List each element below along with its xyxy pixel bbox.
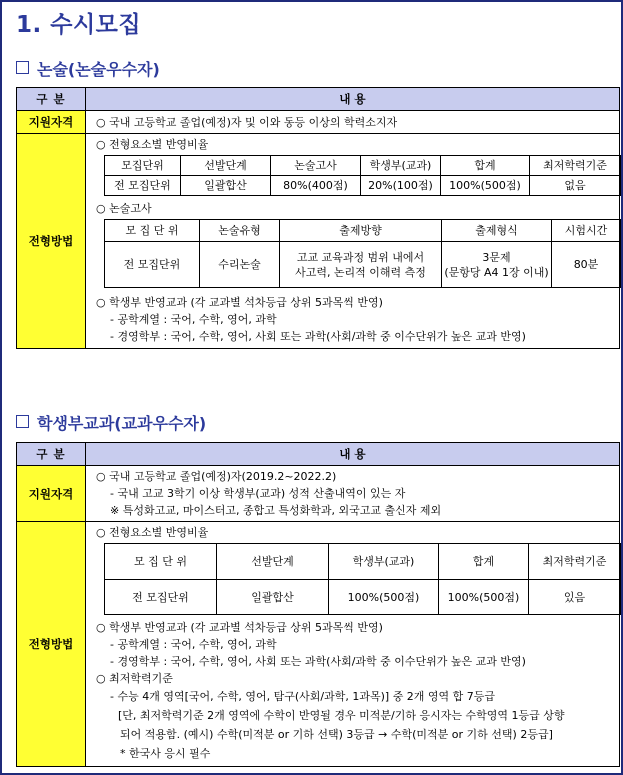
- section2-ratio-table: [104, 543, 621, 615]
- section2-min-title: ○ 최저학력기준: [96, 672, 173, 685]
- ratio2-cell-stage: 일괄합산: [217, 580, 329, 615]
- ratio-header-minimum: 최저학력기준: [530, 156, 621, 176]
- essay-format-line2: (문항당 A4 1장 이내): [444, 265, 549, 279]
- section1-essay-title: ○ 논술고사: [96, 202, 152, 215]
- essay-header-time: 시험시간: [552, 220, 621, 242]
- essay-cell-type: 수리논술: [200, 242, 280, 288]
- ratio2-cell-record: 100%(500점): [329, 580, 439, 615]
- section1-record-biz: - 경영학부 : 국어, 수학, 영어, 사회 또는 과학(사회/과학 중 이수단위가 높은 교과 반영): [110, 330, 526, 343]
- section1-record-title: ○ 학생부 반영교과 (각 교과별 석차등급 상위 5과목씩 반영): [96, 296, 383, 309]
- section1-record-eng: - 공학계열 : 국어, 수학, 영어, 과학: [110, 313, 277, 326]
- section1-header-content: 내 용: [86, 88, 620, 111]
- section2-record-eng: - 공학계열 : 국어, 수학, 영어, 과학: [110, 638, 277, 651]
- section2-record-title: ○ 학생부 반영교과 (각 교과별 석차등급 상위 5과목씩 반영): [96, 621, 383, 634]
- section1-ratio-title: ○ 전형요소별 반영비율: [96, 138, 209, 151]
- section1-table: [16, 87, 620, 349]
- ratio2-cell-unit: 전 모집단위: [105, 580, 217, 615]
- ratio2-header-record: 학생부(교과): [329, 544, 439, 580]
- ratio-header-essay: 논술고사: [271, 156, 361, 176]
- section2-ratio-title: ○ 전형요소별 반영비율: [96, 526, 209, 539]
- ratio-cell-stage: 일괄합산: [181, 176, 271, 196]
- section2-record-biz: - 경영학부 : 국어, 수학, 영어, 사회 또는 과학(사회/과학 중 이수단위가 높은 교과 반영): [110, 655, 526, 668]
- section2-eligibility-line1: ○ 국내 고등학교 졸업(예정)자(2019.2~2022.2): [96, 470, 337, 483]
- ratio2-cell-total: 100%(500점): [439, 580, 529, 615]
- section2-table: [16, 442, 620, 767]
- section2-selection-label: 전형방법: [17, 522, 86, 767]
- essay-cell-unit: 전 모집단위: [105, 242, 200, 288]
- ratio-cell-total: 100%(500점): [441, 176, 530, 196]
- ratio-cell-record: 20%(100점): [361, 176, 441, 196]
- ratio2-cell-minimum: 있음: [529, 580, 621, 615]
- section2-eligibility-cell: [86, 466, 620, 522]
- section1-ratio-table: [104, 155, 621, 196]
- section2-eligibility-label: 지원자격: [17, 466, 86, 522]
- essay-header-type: 논술유형: [200, 220, 280, 242]
- ratio-cell-unit: 전 모집단위: [105, 176, 181, 196]
- essay-header-direction: 출제방향: [280, 220, 442, 242]
- section2-selection-cell: [86, 522, 620, 767]
- section1-heading-text: 논술(논술우수자): [37, 60, 160, 79]
- section2-min-line1: - 수능 4개 영역[국어, 수학, 영어, 탐구(사회/과학, 1과목)] 중 2개 영역 합 7등급: [110, 690, 496, 703]
- section2-heading: [16, 411, 206, 434]
- section1-selection-cell: [86, 134, 620, 349]
- section1-eligibility-label: 지원자격: [17, 111, 86, 134]
- ratio2-header-minimum: 최저학력기준: [529, 544, 621, 580]
- essay-direction-line1: 고교 교육과정 범위 내에서: [296, 250, 425, 264]
- ratio2-header-unit: 모 집 단 위: [105, 544, 217, 580]
- section2-eligibility-line3: ※ 특성화고교, 마이스터고, 종합고 특성화학과, 외국고교 출신자 제외: [110, 504, 442, 517]
- section2-header-content: 내 용: [86, 443, 620, 466]
- section2-eligibility-line2: - 국내 고교 3학기 이상 학생부(교과) 성적 산출내역이 있는 자: [110, 487, 406, 500]
- ratio-header-record: 학생부(교과): [361, 156, 441, 176]
- section2-header-category: 구 분: [17, 443, 86, 466]
- essay-header-format: 출제형식: [442, 220, 552, 242]
- section1-eligibility-cell: [86, 111, 620, 134]
- essay-header-unit: 모 집 단 위: [105, 220, 200, 242]
- ratio-header-unit: 모집단위: [105, 156, 181, 176]
- section2-min-line4: * 한국사 응시 필수: [120, 747, 211, 760]
- square-bullet-icon: [16, 415, 29, 428]
- essay-cell-time: 80분: [552, 242, 621, 288]
- essay-cell-direction: [280, 242, 442, 288]
- ratio-cell-minimum: 없음: [530, 176, 621, 196]
- section1-heading: [16, 57, 160, 80]
- ratio-header-total: 합계: [441, 156, 530, 176]
- section1-selection-label: 전형방법: [17, 134, 86, 349]
- section1-eligibility-text: ○ 국내 고등학교 졸업(예정)자 및 이와 동등 이상의 학력소지자: [96, 115, 398, 129]
- essay-direction-line2: 사고력, 논리적 이해력 측정: [295, 265, 426, 279]
- section2-min-line2: [단, 최저학력기준 2개 영역에 수학이 반영될 경우 미적분/기하 응시자는 수학영역 1등급 상향: [118, 709, 565, 722]
- section2-heading-text: 학생부교과(교과우수자): [37, 414, 207, 433]
- ratio-cell-essay: 80%(400점): [271, 176, 361, 196]
- section1-essay-table: [104, 219, 621, 288]
- ratio2-header-stage: 선발단계: [217, 544, 329, 580]
- essay-cell-format: [442, 242, 552, 288]
- page-title: 1. 수시모집: [16, 12, 142, 38]
- essay-format-line1: 3문제: [482, 250, 511, 264]
- ratio-header-stage: 선발단계: [181, 156, 271, 176]
- ratio2-header-total: 합계: [439, 544, 529, 580]
- square-bullet-icon: [16, 61, 29, 74]
- section2-min-line3: 되어 적용함. (예시) 수학(미적분 or 기하 선택) 3등급 → 수학(미적분 or 기하 선택) 2등급]: [120, 728, 553, 741]
- section1-header-category: 구 분: [17, 88, 86, 111]
